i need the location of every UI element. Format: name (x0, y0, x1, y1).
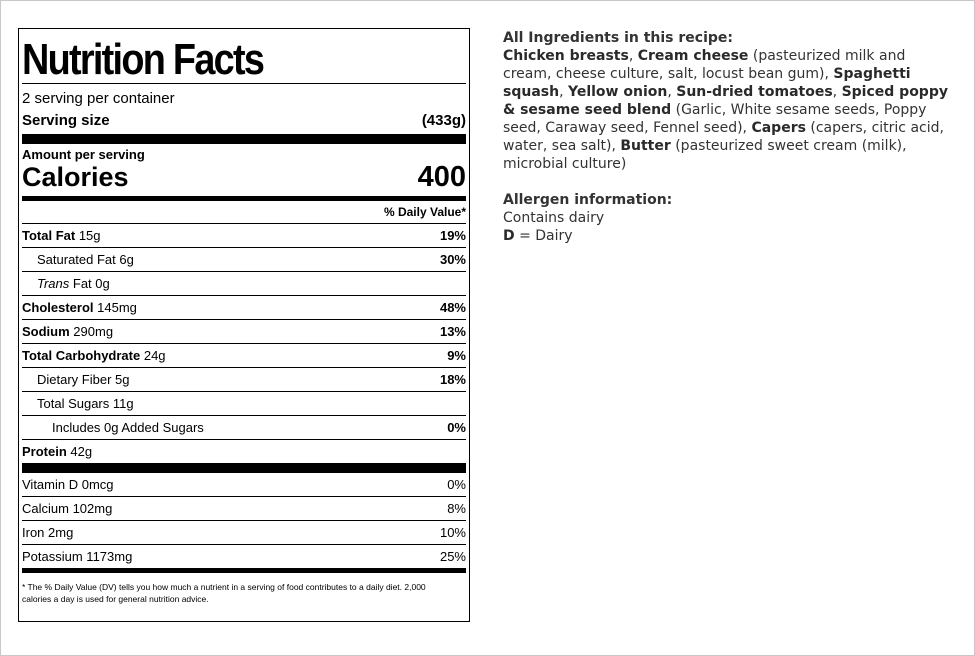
nutrient-row-dietary-fiber (22, 367, 466, 391)
nutrient-name: Sodium (22, 324, 70, 339)
nutrient-name: Total Sugars (37, 396, 110, 411)
ingredients-panel (503, 29, 958, 245)
thick-divider (22, 463, 466, 473)
nutrition-facts-label (18, 28, 470, 622)
serving-size-row (22, 112, 466, 134)
vitamin-text: Potassium 1173mg (22, 549, 133, 564)
nutrient-row-cholesterol (22, 295, 466, 319)
daily-value-header: % Daily Value* (383, 205, 466, 219)
serving-size-label: Serving size (22, 112, 110, 129)
ingredient-name: Sun-dried tomatoes (676, 84, 833, 100)
calories-row (22, 162, 466, 196)
allergen-heading: Allergen information: (503, 192, 673, 208)
vitamin-row-calcium (22, 496, 466, 520)
vitamin-pct: 10% (439, 525, 466, 540)
vitamin-text: Vitamin D 0mcg (22, 477, 114, 492)
serving-size-value: (433g) (421, 112, 466, 129)
vitamin-pct: 0% (447, 477, 466, 492)
nutrient-name: Total Carbohydrate (22, 348, 141, 363)
ingredient-name: Cream cheese (637, 48, 749, 64)
nutrient-name: Trans (37, 276, 70, 291)
vitamin-pct: 25% (439, 549, 466, 564)
nutrient-name: Dietary Fiber (37, 372, 112, 387)
vitamin-row-vitamin-d (22, 473, 466, 496)
nutrient-row-added-sugars (22, 415, 466, 439)
allergen-contains: Contains dairy (503, 210, 605, 226)
allergen-section (503, 191, 958, 245)
vitamin-text: Iron 2mg (22, 525, 74, 540)
nutrient-amount: 290mg (73, 324, 114, 339)
allergen-code-meaning: = Dairy (514, 228, 573, 244)
nutrient-row-saturated-fat (22, 247, 466, 271)
nutrient-name: Cholesterol (22, 300, 94, 315)
allergen-code: D (503, 228, 515, 244)
nutrient-amount: 5g (115, 372, 130, 387)
nutrient-row-sodium (22, 319, 466, 343)
nutrient-pct: 18% (439, 372, 466, 387)
calories-label: Calories (22, 162, 129, 192)
nutrient-amount: 15g (78, 228, 101, 243)
servings-per-container: 2 serving per container (22, 90, 175, 107)
calories-value: 400 (417, 161, 466, 193)
ingredient-name: Spiced poppy & sesame seed blend (503, 84, 948, 118)
nutrient-row-total-sugars (22, 391, 466, 415)
medium-divider (22, 568, 466, 573)
nutrient-pct: 30% (439, 252, 466, 267)
ingredient-name: Butter (620, 138, 671, 154)
nutrient-amount: Fat 0g (69, 276, 110, 291)
nutrient-name: Total Fat (22, 228, 76, 243)
ingredient-detail: (Garlic, White sesame seeds, Poppy seed, Caraway seed, Fennel seed), (503, 102, 927, 136)
nutrient-pct: 9% (447, 348, 466, 363)
amount-per-serving: Amount per serving (22, 147, 145, 162)
ingredient-detail: , (667, 84, 677, 100)
nutrient-name: Protein (22, 444, 67, 459)
label-title: Nutrition Facts (22, 35, 264, 84)
nutrient-name: Includes 0g Added Sugars (52, 420, 204, 435)
ingredient-detail: (pasteurized sweet cream (milk), microbial culture) (503, 138, 907, 172)
ingredient-detail: (pasteurized milk and cream, cheese culture, salt, locust bean gum), (503, 48, 906, 82)
ingredient-detail: , (559, 84, 568, 100)
ingredient-detail: (capers, citric acid, water, sea salt), (503, 120, 944, 154)
ingredients-list (503, 47, 958, 173)
ingredient-detail: , (832, 84, 842, 100)
nutrient-pct: 48% (439, 300, 466, 315)
nutrient-row-protein (22, 439, 466, 463)
allergen-code-row (503, 227, 958, 245)
vitamin-text: Calcium 102mg (22, 501, 113, 516)
nutrient-amount: 24g (143, 348, 166, 363)
ingredient-name: Spaghetti squash (503, 66, 911, 100)
vitamin-row-potassium (22, 544, 466, 568)
nutrient-amount: 42g (70, 444, 93, 459)
ingredients-heading: All Ingredients in this recipe: (503, 30, 734, 46)
nutrient-row-trans-fat (22, 271, 466, 295)
nutrient-amount: 145mg (97, 300, 137, 315)
nutrient-name: Saturated Fat (37, 252, 116, 267)
nutrient-pct: 0% (447, 420, 466, 435)
ingredient-detail: , (628, 48, 638, 64)
nutrient-pct: 19% (439, 228, 466, 243)
vitamin-row-iron (22, 520, 466, 544)
nutrient-pct: 13% (439, 324, 466, 339)
nutrient-row-total-fat (22, 223, 466, 247)
ingredient-name: Yellow onion (567, 84, 668, 100)
vitamin-pct: 8% (447, 501, 466, 516)
nutrient-amount: 6g (119, 252, 134, 267)
nutrient-row-total-carbohydrate (22, 343, 466, 367)
thick-divider (22, 134, 466, 144)
ingredient-name: Chicken breasts (503, 48, 629, 64)
daily-value-footnote: * The % Daily Value (DV) tells you how much a nutrient in a serving of food contributes to a daily diet. 2,000 calories a day is used for general nutrition advice. (22, 582, 426, 604)
nutrient-amount: 11g (112, 396, 134, 411)
ingredient-name: Capers (751, 120, 806, 136)
